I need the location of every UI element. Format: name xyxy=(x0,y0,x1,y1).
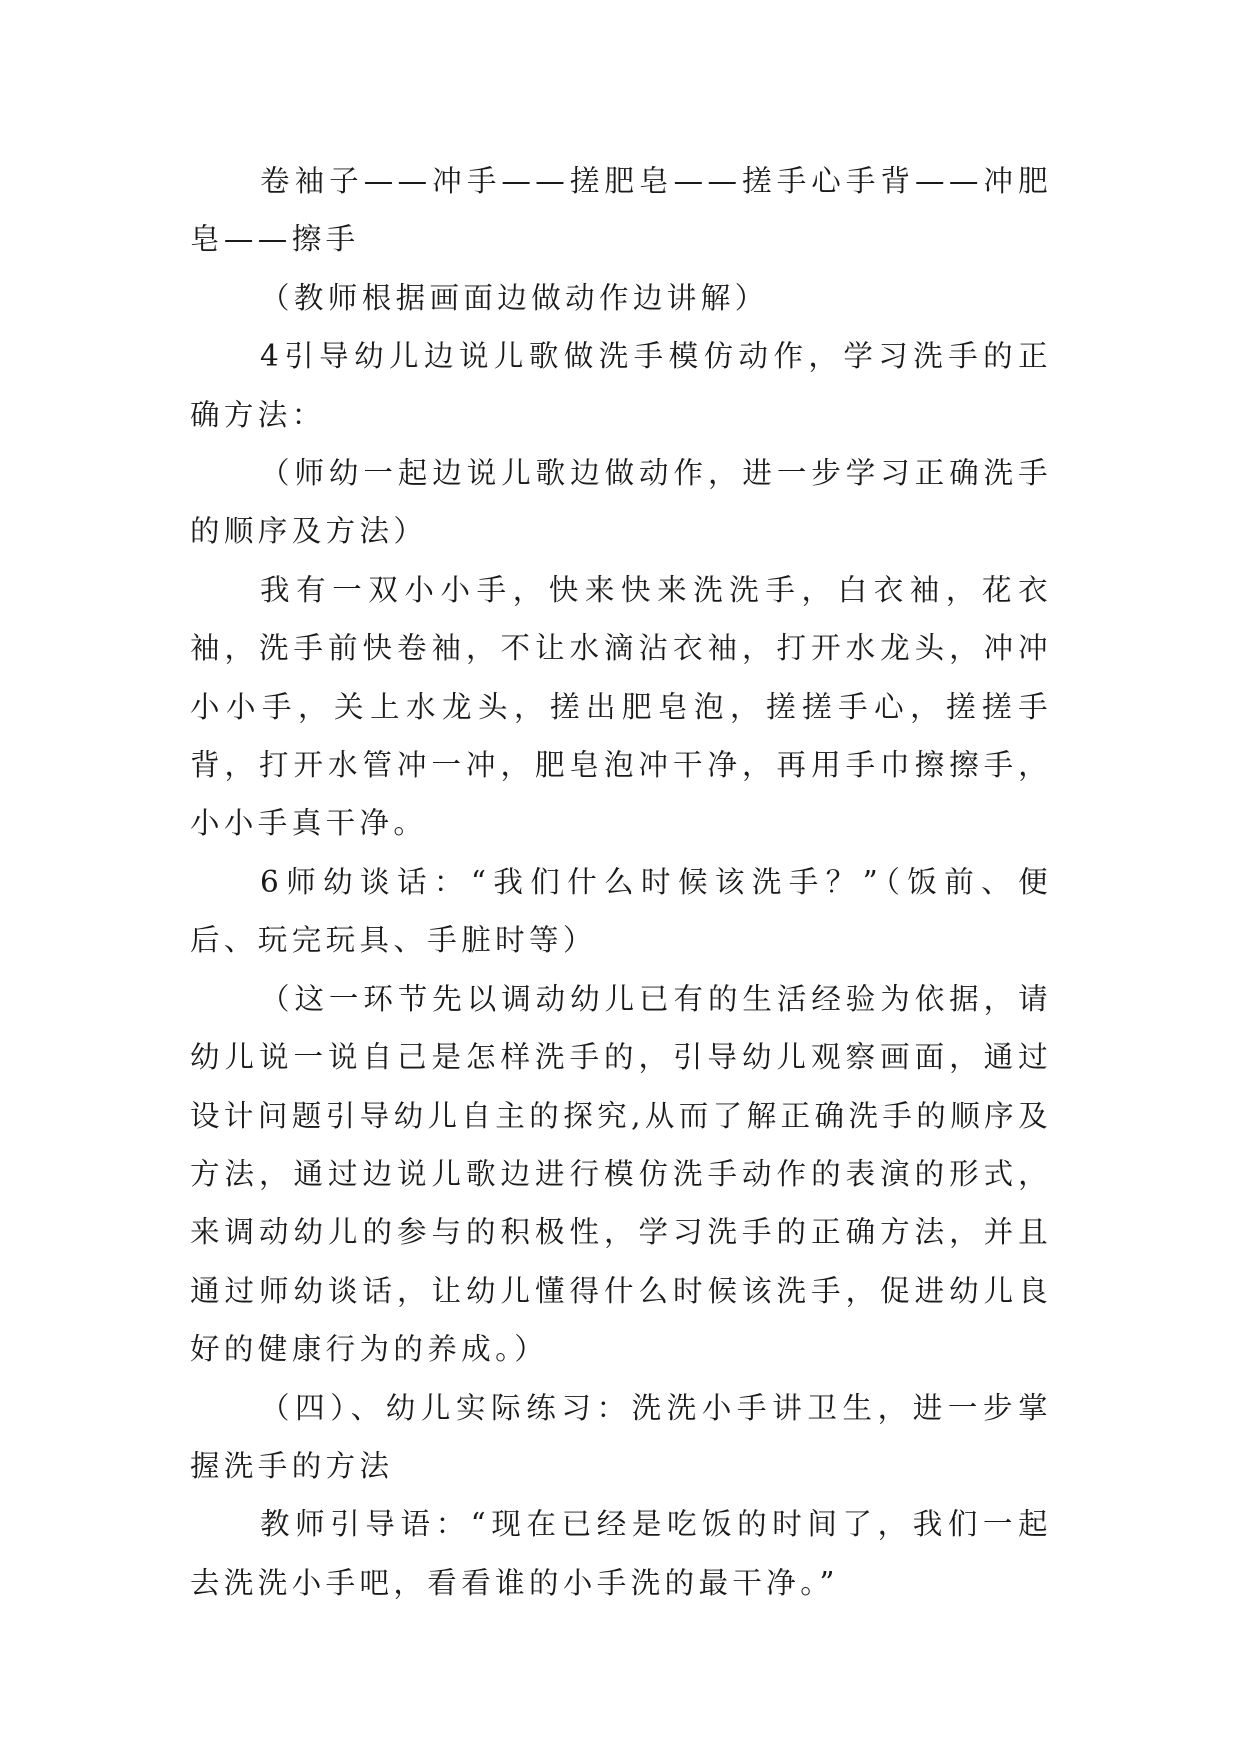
paragraph-nursery-rhyme: 我有一双小小手，快来快来洗洗手，白衣袖，花衣袖，洗手前快卷袖，不让水滴沾衣袖，打开水龙头，冲冲小小手，关上水龙头，搓出肥皂泡，搓搓手心，搓搓手背，打开水管冲一冲，肥皂泡冲干净，再用手巾擦擦手，小小手真干净。 xyxy=(190,572,1052,841)
paragraph-teacher-guidance: 教师引导语：“现在已经是吃饭的时间了，我们一起去洗洗小手吧，看看谁的小手洗的最干净。” xyxy=(190,1507,1052,1600)
paragraph-handwash-steps: 卷袖子——冲手——搓肥皂——搓手心手背——冲肥皂——擦手 xyxy=(190,164,1052,257)
paragraph-step-4-note: （师幼一起边说儿歌边做动作，进一步学习正确洗手的顺序及方法） xyxy=(190,456,1052,549)
paragraph-teacher-note: （教师根据画面边做动作边讲解） xyxy=(260,280,769,315)
paragraph-section-four-heading: （四）、幼儿实际练习：洗洗小手讲卫生，进一步掌握洗手的方法 xyxy=(190,1390,1052,1483)
paragraph-step-6: 6师幼谈话：“我们什么时候该洗手？”（饭前、便后、玩完玩具、手脏时等） xyxy=(190,864,1052,958)
paragraph-design-rationale: （这一环节先以调动幼儿已有的生活经验为依据，请幼儿说一说自己是怎样洗手的，引导幼儿观察画面，通过设计问题引导幼儿自主的探究,从而了解正确洗手的顺序及方法，通过边说儿歌边进行模仿洗手动作的表演的形式，来调动幼儿的参与的积极性，学习洗手的正确方法，并且通过师幼谈话，让幼儿懂得什么时候该洗手，促进幼儿良好的健康行为的养成。） xyxy=(190,981,1052,1367)
document-body xyxy=(190,152,1052,1612)
paragraph-step-4: 4引导幼儿边说儿歌做洗手模仿动作，学习洗手的正确方法： xyxy=(190,339,1052,432)
